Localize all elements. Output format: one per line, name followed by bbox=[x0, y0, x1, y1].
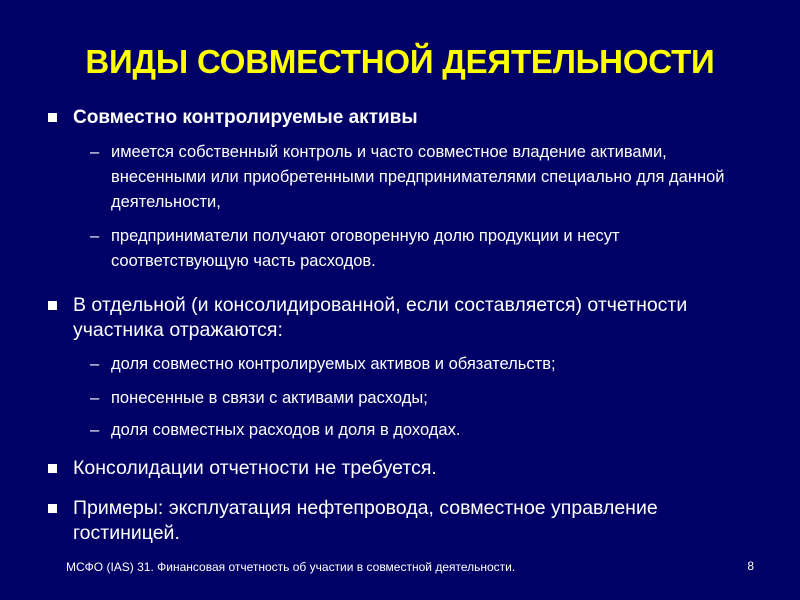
sub-bullet-text: понесенные в связи с активами расходы; bbox=[111, 389, 428, 407]
bullet-square-icon bbox=[48, 301, 57, 310]
sub-bullet-item bbox=[90, 140, 730, 215]
sub-bullet-item bbox=[90, 352, 730, 377]
sub-bullet-item bbox=[90, 418, 730, 443]
sub-bullet-text: имеется собственный контроль и часто совместное владение активами, внесенными или приобретенными предпринимателями специально для данной деятельности, bbox=[111, 143, 725, 211]
sub-bullet-item bbox=[90, 224, 730, 274]
bullet-square-icon bbox=[48, 504, 57, 513]
sub-bullet-text: доля совместных расходов и доля в доходах. bbox=[111, 421, 461, 439]
bullet-item bbox=[48, 456, 768, 481]
sub-bullet-text: предприниматели получают оговоренную долю продукции и несут соответствующую часть расходов. bbox=[111, 227, 620, 270]
sub-bullet-text: доля совместно контролируемых активов и обязательств; bbox=[111, 355, 556, 373]
page-number: 8 bbox=[747, 559, 754, 573]
dash-icon: – bbox=[90, 389, 100, 407]
bullet-text: Консолидации отчетности не требуется. bbox=[73, 457, 437, 479]
bullet-item bbox=[48, 293, 768, 343]
bullet-text: В отдельной (и консолидированной, если составляется) отчетности участника отражаются: bbox=[73, 294, 688, 341]
dash-icon: – bbox=[90, 355, 100, 373]
bullet-text: Примеры: эксплуатация нефтепровода, совместное управление гостиницей. bbox=[73, 497, 658, 544]
bullet-square-icon bbox=[48, 113, 57, 122]
dash-icon: – bbox=[90, 227, 100, 245]
bullet-square-icon bbox=[48, 464, 57, 473]
bullet-item bbox=[48, 105, 768, 130]
footer-caption: МСФО (IAS) 31. Финансовая отчетность об участии в совместной деятельности. bbox=[66, 560, 516, 574]
dash-icon: – bbox=[90, 421, 100, 439]
bullet-item bbox=[48, 496, 768, 546]
sub-bullet-item bbox=[90, 386, 730, 411]
bullet-text: Совместно контролируемые активы bbox=[73, 107, 418, 128]
dash-icon: – bbox=[90, 143, 100, 161]
slide-title: ВИДЫ СОВМЕСТНОЙ ДЕЯТЕЛЬНОСТИ bbox=[85, 43, 715, 80]
